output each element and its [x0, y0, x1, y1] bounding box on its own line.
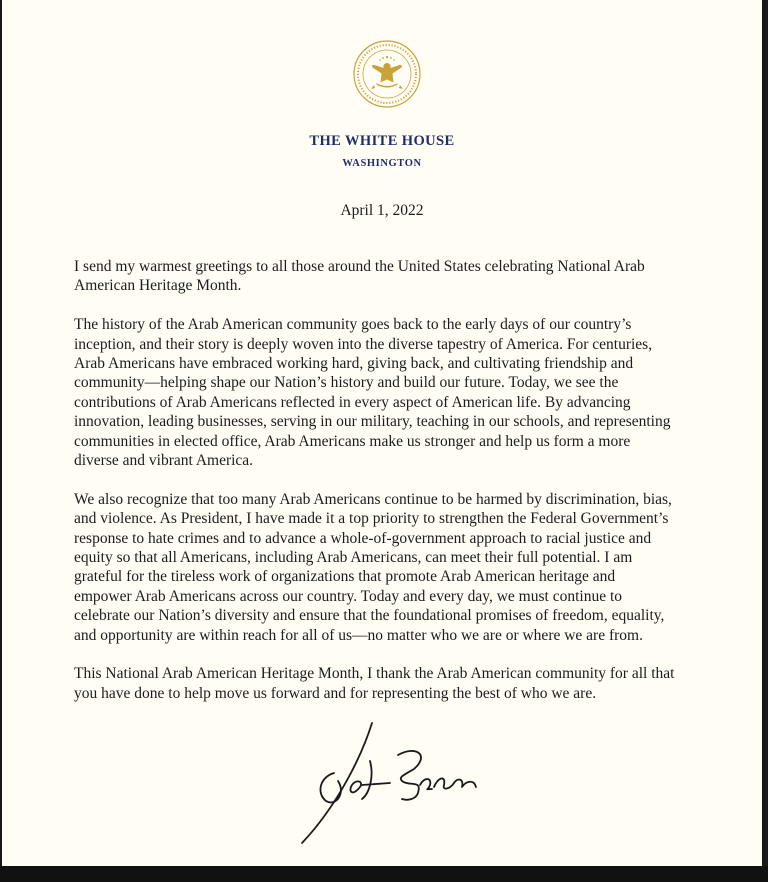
text-line: response to hate crimes and to advance a whole-of-government approach to racial justice and	[74, 529, 652, 547]
paragraph-history	[74, 315, 714, 470]
text-line: you have done to help move us forward and for representing the best of who we are.	[74, 684, 597, 702]
text-line: celebrate our Nation’s diversity and ensure that the foundational promises of freedom, equality,	[74, 607, 665, 625]
text-line: community—helping shape our Nation’s history and build our future. Today, we see the	[74, 374, 619, 392]
text-line: contributions of Arab Americans reflected in every aspect of American life. By advancing	[74, 393, 631, 411]
text-line: The history of the Arab American community goes back to the early days of our country’s	[74, 316, 632, 334]
letterhead-subtitle: WASHINGTON	[342, 158, 422, 169]
bottom-strip	[0, 866, 768, 882]
text-line: inception, and their story is deeply woven into the diverse tapestry of America. For centuries,	[74, 335, 653, 353]
text-line: empower Arab Americans across our country. Today and every day, we must continue to	[74, 587, 623, 605]
paragraph-recognition	[74, 490, 714, 645]
letter-body	[74, 257, 714, 723]
text-line: and opportunity are within reach for all of us—no matter who we are or where we are from.	[74, 626, 643, 644]
letter-date: April 1, 2022	[340, 202, 424, 219]
paragraph-greeting	[74, 257, 714, 296]
text-line: We also recognize that too many Arab Americans continue to be harmed by discrimination, bias,	[74, 490, 672, 508]
text-line: Arab Americans have embraced working hard, giving back, and cultivating friendship and	[74, 355, 634, 373]
text-line: American Heritage Month.	[74, 277, 242, 295]
text-line: diverse and vibrant America.	[74, 452, 254, 470]
letter-page	[2, 0, 762, 866]
text-line: grateful for the tireless work of organizations that promote Arab American heritage and	[74, 568, 616, 586]
text-line: equity so that all Americans, including Arab Americans, can meet their full potential. I am	[74, 549, 633, 567]
text-line: This National Arab American Heritage Month, I thank the Arab American community for all that	[74, 665, 675, 683]
text-line: communities in elected office, Arab Americans make us stronger and help us form a more	[74, 432, 631, 450]
text-line: and violence. As President, I have made it a top priority to strengthen the Federal Government’s	[74, 510, 669, 528]
handwritten-signature-icon	[290, 715, 490, 850]
presidential-seal-icon	[352, 39, 422, 109]
paragraph-closing	[74, 664, 714, 703]
text-line: I send my warmest greetings to all those around the United States celebrating National Arab	[74, 258, 645, 275]
text-line: innovation, leading businesses, serving in our military, teaching in our schools, and representing	[74, 413, 671, 431]
letterhead-title: THE WHITE HOUSE	[309, 133, 455, 149]
